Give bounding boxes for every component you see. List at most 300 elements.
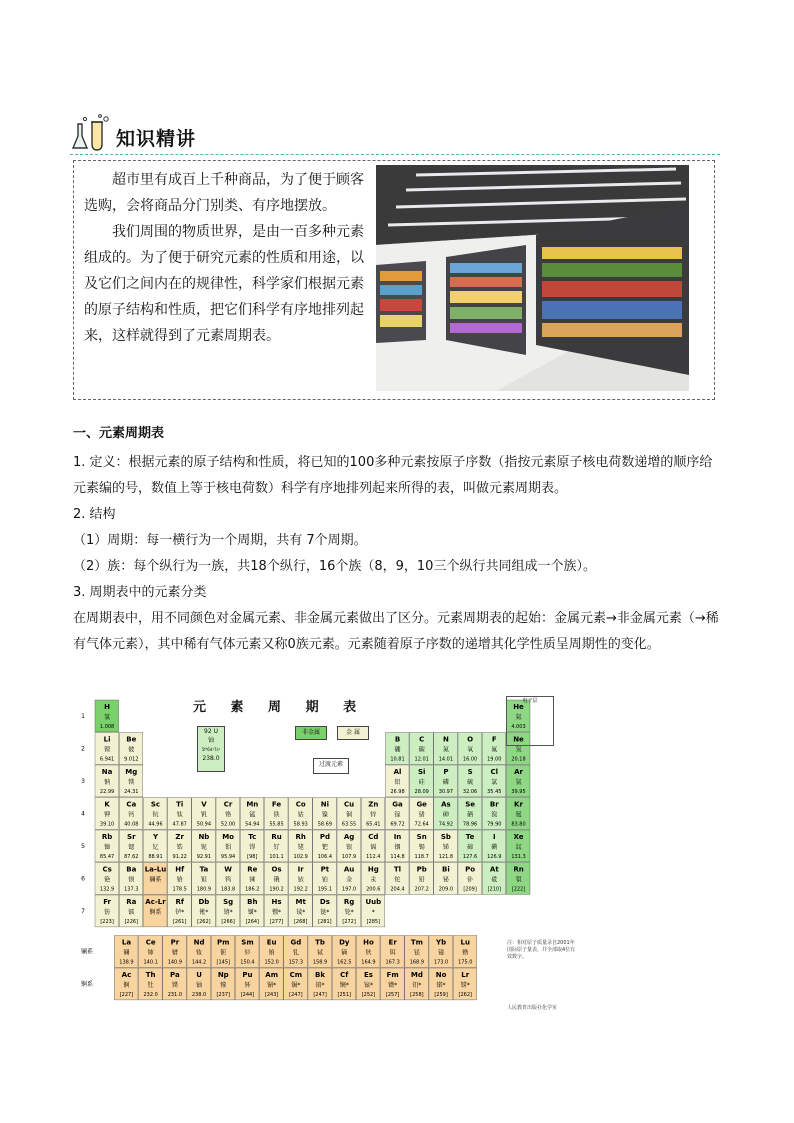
element-name: 钒 [200, 811, 207, 819]
element-cell-Cl [482, 765, 506, 797]
element-name: 砹 [491, 876, 498, 884]
element-mass: 12.01 [414, 756, 429, 763]
element-name: 钚 [244, 982, 251, 989]
element-mass: [145] [216, 959, 230, 966]
element-name: 硫 [467, 779, 474, 786]
element-cell-Tb-lan [308, 936, 332, 968]
element-name: 镉 [370, 844, 377, 851]
element-symbol: Ir [297, 865, 304, 874]
lanthanide-label: 镧系 [80, 948, 94, 956]
element-name: 镁 [128, 779, 135, 786]
element-mass: 107.9 [341, 854, 357, 860]
element-symbol: Ac-Lr [145, 898, 166, 906]
element-mass: 173.0 [433, 959, 449, 966]
table-note: 注：相对原子质量录自2001年国际原子量表，并全部取4位有效数字。 [507, 940, 576, 960]
element-cell-Db [192, 895, 216, 927]
element-symbol: Cu [344, 800, 355, 809]
actinide-label: 锕系 [80, 981, 94, 988]
element-symbol: Pd [319, 833, 330, 841]
element-name: 氧 [467, 746, 474, 754]
element-cell-Sm-lan [235, 936, 259, 968]
element-cell-Np-act [211, 968, 235, 1000]
element-symbol: Re [247, 865, 258, 874]
element-mass: 200.6 [366, 886, 381, 893]
element-name: 𫟼* [320, 909, 330, 916]
element-cell-Os [264, 863, 288, 895]
element-mass: 158.9 [312, 959, 328, 966]
element-mass: 54.94 [245, 821, 260, 828]
element-symbol: Lu [460, 938, 470, 947]
element-name: 锿* [363, 982, 373, 989]
element-name: 锫* [315, 982, 325, 989]
supermarket-photo [376, 165, 689, 391]
period-number: 1 [81, 713, 85, 720]
element-name: 钪 [152, 811, 159, 819]
element-cell-Hg [361, 863, 385, 895]
element-cell-Pm-lan [211, 936, 235, 968]
element-cell-Pt [313, 863, 337, 895]
element-name: 镅* [267, 982, 277, 989]
element-name: 铟 [394, 844, 401, 851]
element-name: 镍 [321, 811, 328, 819]
shell-header: 电子层 [506, 696, 554, 746]
element-mass: 72.64 [414, 821, 429, 828]
element-mass: 87.62 [124, 854, 139, 860]
element-name: 氟 [491, 746, 498, 754]
element-mass: 168.9 [409, 959, 425, 966]
element-mass: [257] [385, 992, 400, 998]
element-cell-Tc [240, 830, 264, 862]
element-name: 锑 [442, 844, 449, 851]
element-mass: 204.4 [390, 886, 405, 893]
element-cell-At [482, 863, 506, 895]
element-mass: [259] [434, 992, 448, 998]
element-cell-Cr [216, 798, 240, 830]
element-mass: 32.06 [462, 789, 478, 795]
element-symbol: Au [343, 865, 355, 874]
element-name: 锶 [128, 844, 135, 851]
element-mass: [285] [366, 919, 381, 925]
element-mass: 58.69 [317, 821, 333, 828]
element-name: 钛 [176, 811, 183, 819]
element-mass: 40.08 [124, 821, 139, 828]
element-name: 锗 [418, 811, 425, 819]
periodic-table-title: 元 素 周 期 表 [193, 700, 367, 715]
element-cell-Te [458, 830, 482, 862]
element-cell-Y [143, 830, 167, 862]
element-symbol: La [121, 938, 132, 947]
element-symbol: Cl [490, 768, 499, 776]
period-number: 5 [81, 843, 85, 850]
element-symbol: Tc [248, 833, 257, 841]
element-cell-Pu-act [235, 968, 259, 1000]
element-symbol: H [104, 703, 111, 711]
element-symbol: Rb [101, 833, 113, 841]
element-symbol: Fm [386, 971, 399, 979]
element-cell-Nb [192, 830, 216, 862]
element-cell-Bi [434, 863, 458, 895]
element-name: 氙 [515, 844, 522, 851]
element-mass: [227] [119, 992, 134, 998]
element-mass: 126.9 [487, 854, 502, 860]
element-name: 镨 [171, 949, 178, 957]
element-mass: 101.1 [269, 854, 284, 860]
element-name: 钕 [196, 949, 203, 957]
key-symbol: U [213, 728, 218, 735]
element-mass: 131.3 [511, 854, 526, 860]
element-symbol: Hg [367, 865, 379, 874]
element-name: 锎* [339, 982, 349, 989]
element-symbol: Te [465, 833, 475, 841]
element-mass: 186.2 [245, 886, 260, 893]
legend-transition: 过渡元素 [313, 758, 349, 774]
element-cell-Ru [264, 830, 288, 862]
element-name: 铀 [196, 982, 203, 989]
element-mass: 83.80 [511, 821, 526, 828]
element-name: 钯 [321, 844, 328, 851]
element-cell-Po [458, 863, 482, 895]
element-cell-Sc [143, 798, 167, 830]
element-cell-Lu-lan [453, 936, 477, 968]
element-symbol: Cr [223, 800, 233, 809]
element-symbol: Mo [222, 833, 234, 841]
element-symbol: As [441, 800, 451, 809]
element-name: 铋 [442, 876, 449, 884]
element-cell-Ti [168, 798, 192, 830]
element-cell-Bk-act [308, 968, 332, 1000]
element-mass: 85.47 [99, 854, 115, 860]
element-name: 锇 [273, 876, 280, 884]
element-symbol: Tl [393, 865, 402, 874]
element-name: 铝 [394, 779, 401, 786]
element-cell-Er-lan [381, 936, 405, 968]
element-mass: 19.00 [487, 756, 502, 763]
element-symbol: K [104, 800, 110, 809]
periodic-table [73, 688, 565, 1012]
element-mass: 10.81 [390, 756, 405, 763]
element-mass: [261] [172, 919, 187, 925]
element-name: 金 [346, 876, 353, 884]
element-mass: 183.8 [220, 886, 236, 893]
element-name: 钍 [147, 982, 154, 989]
element-name: 铅 [418, 876, 425, 884]
element-symbol: Ni [320, 800, 330, 809]
period-number: 3 [81, 778, 85, 785]
element-name: 汞 [370, 876, 377, 884]
element-mass: [266] [221, 919, 235, 925]
element-mass: [252] [361, 992, 376, 998]
element-cell-W [216, 863, 240, 895]
element-mass: 144.2 [191, 959, 207, 966]
element-name: 磷 [442, 779, 449, 786]
legend-key-cell [197, 726, 225, 772]
element-symbol: Y [152, 833, 159, 841]
element-name: 铥 [413, 949, 420, 957]
element-mass: [223] [100, 919, 114, 925]
element-symbol: Cm [289, 971, 303, 979]
element-symbol: S [467, 768, 473, 776]
element-name: 𬭛* [247, 909, 257, 916]
element-cell-I [482, 830, 506, 862]
element-cell-Sn [410, 830, 434, 862]
element-symbol: Th [145, 971, 156, 979]
element-cell-Al [385, 765, 409, 797]
element-cell-Hs [264, 895, 288, 927]
element-mass: 44.96 [148, 821, 163, 828]
element-symbol: Rh [295, 833, 306, 841]
element-mass: 65.41 [366, 821, 381, 828]
intro-text [84, 167, 374, 349]
element-mass: 192.2 [293, 886, 308, 893]
element-cell-Dy-lan [332, 936, 356, 968]
element-name: 铪 [176, 876, 183, 884]
element-symbol: Ca [126, 800, 137, 809]
element-symbol: Er [388, 938, 397, 947]
element-name: 铬 [225, 811, 232, 819]
element-mass: 207.2 [414, 886, 429, 893]
element-mass: [243] [264, 992, 279, 998]
element-symbol: Ru [271, 833, 282, 841]
element-cell-Nd-lan [187, 936, 211, 968]
element-cell-Si [410, 765, 434, 797]
element-mass: 232.0 [143, 992, 158, 998]
element-symbol: Rf [175, 898, 184, 906]
element-name: 镝 [341, 949, 348, 957]
element-cell-Yb-lan [429, 936, 453, 968]
element-symbol: Be [126, 735, 137, 744]
element-mass: 50.94 [196, 821, 212, 828]
period-number: 7 [81, 908, 85, 915]
element-cell-Es-act [356, 968, 380, 1000]
element-mass: 190.2 [269, 886, 284, 893]
element-mass: 69.72 [390, 821, 405, 828]
element-name: 锔* [291, 982, 301, 989]
element-cell-Ba [119, 863, 143, 895]
element-symbol: Lr [461, 971, 470, 979]
element-name: 铷 [104, 844, 111, 851]
element-symbol: N [442, 735, 449, 744]
element-name: 锆 [176, 844, 183, 851]
element-symbol: Os [271, 865, 282, 874]
element-cell-F [482, 733, 506, 765]
element-cell-Am-act [260, 968, 284, 1000]
element-name: 氖 [515, 746, 522, 754]
element-symbol: Ga [392, 800, 403, 809]
element-symbol: Co [295, 800, 306, 809]
element-symbol: Sc [150, 800, 161, 809]
element-mass: [281] [318, 919, 332, 925]
group-paragraph: （2）族：每个纵行为一族，共18个纵行，16个族（8，9，10三个纵行共同组成一个族）。 [73, 559, 596, 574]
element-symbol: Pt [320, 865, 330, 874]
element-mass: 150.4 [240, 959, 255, 966]
element-cell-Br [482, 798, 506, 830]
element-symbol: Pb [416, 865, 427, 874]
element-mass: 167.3 [385, 959, 400, 966]
element-symbol: La-Lu [144, 865, 167, 874]
element-cell-Xe [506, 830, 530, 862]
element-mass: 47.87 [172, 821, 187, 828]
element-symbol: O [467, 735, 474, 744]
element-cell-Rg [337, 895, 361, 927]
element-symbol: Md [410, 971, 423, 979]
structure-heading: 2. 结构 [73, 507, 116, 522]
element-name: 铱 [297, 876, 304, 884]
element-symbol: P [443, 768, 449, 776]
element-symbol: Ar [514, 768, 523, 776]
element-name: 镱 [438, 949, 445, 957]
element-symbol: Po [465, 865, 476, 874]
element-mass: 132.9 [99, 886, 115, 893]
element-cell-Zn [361, 798, 385, 830]
element-cell-N [434, 733, 458, 765]
element-symbol: Ho [363, 938, 374, 947]
element-mass: [247] [289, 992, 303, 998]
element-mass: 20.18 [511, 756, 526, 763]
element-cell-V [192, 798, 216, 830]
element-name: 鿏* [296, 909, 306, 916]
element-mass: 114.8 [390, 854, 405, 860]
element-cell-Ac-act [114, 968, 138, 1000]
element-symbol: Pu [242, 971, 253, 979]
element-mass: 28.09 [414, 789, 429, 795]
element-mass: 238.0 [191, 992, 207, 998]
element-cell-Sb [434, 830, 458, 862]
element-name: 锡 [418, 844, 425, 851]
element-symbol: Zr [175, 833, 184, 841]
element-mass: [244] [240, 992, 255, 998]
element-mass: 26.98 [390, 789, 405, 795]
element-cell-Cd [361, 830, 385, 862]
element-symbol: Sr [127, 833, 136, 841]
element-cell-Ag [337, 830, 361, 862]
element-cell-Tl [385, 863, 409, 895]
element-symbol: Ce [145, 938, 156, 947]
shelf-right [536, 205, 689, 375]
element-symbol: Si [417, 768, 426, 776]
element-name: 氪 [515, 811, 522, 819]
element-name: 铁 [273, 811, 280, 819]
element-symbol: Sg [223, 898, 234, 906]
element-cell-H [95, 700, 119, 732]
element-cell-Ta [192, 863, 216, 895]
element-cell-Uub [361, 895, 385, 927]
element-cell-Rn [506, 863, 530, 895]
element-symbol: In [393, 833, 402, 841]
element-symbol: Gd [290, 938, 302, 947]
element-symbol: Al [393, 768, 402, 776]
element-symbol: W [224, 865, 232, 874]
element-name: 银 [346, 844, 353, 851]
element-cell-Fe [264, 798, 288, 830]
element-name: 钔* [412, 982, 422, 989]
element-symbol: Na [101, 768, 113, 776]
element-symbol: Bi [442, 865, 450, 874]
element-mass: 140.9 [167, 959, 183, 966]
element-cell-Fr [95, 895, 119, 927]
element-symbol: B [394, 735, 401, 744]
element-name: 钡 [128, 876, 135, 884]
element-symbol: Cd [368, 833, 379, 841]
element-cell-Ho-lan [356, 936, 380, 968]
element-symbol: Kr [514, 800, 523, 809]
element-mass: 55.85 [269, 821, 284, 828]
element-mass: [251] [337, 992, 351, 998]
element-name: 铊 [394, 876, 401, 884]
element-name: 钐 [244, 949, 251, 957]
element-symbol: Tb [315, 938, 325, 947]
element-cell-Cf-act [332, 968, 356, 1000]
element-mass: 4.003 [511, 724, 526, 730]
element-cell-Ar [506, 765, 530, 797]
element-symbol: Eu [266, 938, 277, 947]
element-name: 铼 [249, 876, 256, 884]
element-name: 铑 [297, 844, 304, 851]
element-mass: [210] [487, 886, 502, 893]
element-cell-Sg [216, 895, 240, 927]
element-name: 钆 [292, 949, 299, 957]
classification-heading: 3. 周期表中的元素分类 [73, 585, 207, 600]
element-mass: [272] [342, 919, 356, 925]
element-name: 钼 [225, 844, 232, 851]
element-cell-Ds [313, 895, 337, 927]
element-cell-Cm-act [284, 968, 308, 1000]
element-name: 铈 [147, 949, 154, 957]
element-mass: 152.0 [264, 959, 279, 966]
element-mass: 91.22 [172, 854, 187, 860]
element-mass: 102.9 [293, 854, 308, 860]
element-symbol: Hf [175, 865, 185, 874]
period-number: 6 [81, 875, 85, 883]
element-name: 钠 [104, 779, 111, 786]
element-mass: 6.941 [99, 756, 115, 763]
element-symbol: Ne [513, 735, 524, 744]
element-cell-No-act [429, 968, 453, 1000]
period-number: 2 [81, 745, 85, 753]
element-symbol: Sm [241, 938, 254, 947]
element-name: 镤 [171, 982, 178, 989]
element-cell-Re [240, 863, 264, 895]
element-name: 氯 [491, 779, 498, 786]
element-name: 铹* [460, 982, 470, 989]
element-name: 铌 [200, 844, 207, 851]
element-mass: 79.90 [487, 821, 502, 828]
element-symbol: Ba [126, 865, 137, 874]
element-name: 𬬻* [175, 909, 185, 916]
body-text [73, 424, 723, 658]
element-cell-Gd-lan [284, 936, 308, 968]
element-mass: 162.5 [337, 959, 352, 966]
element-symbol: Se [465, 800, 475, 809]
element-cell-In [385, 830, 409, 862]
element-symbol: Nb [198, 833, 210, 841]
element-name: 钨 [225, 876, 232, 884]
element-mass: 231.0 [167, 992, 183, 998]
intro-paragraph-1: 超市里有成百上千种商品，为了便于顾客选购，会将商品分门别类、有序地摆放。 [84, 172, 364, 214]
element-mass: 209.0 [438, 886, 454, 893]
element-name: 镄* [388, 982, 398, 989]
element-cell-Ge [410, 798, 434, 830]
element-name: 铒 [389, 949, 396, 957]
section-header [70, 112, 720, 156]
element-mass: 112.4 [366, 854, 381, 860]
element-symbol: Zn [368, 800, 379, 809]
element-symbol: Sn [416, 833, 427, 841]
element-mass: 178.5 [172, 886, 187, 893]
element-cell-Sr [119, 830, 143, 862]
element-mass: 140.1 [143, 959, 158, 966]
element-name: 铯 [104, 876, 111, 884]
element-cell-Bh [240, 895, 264, 927]
